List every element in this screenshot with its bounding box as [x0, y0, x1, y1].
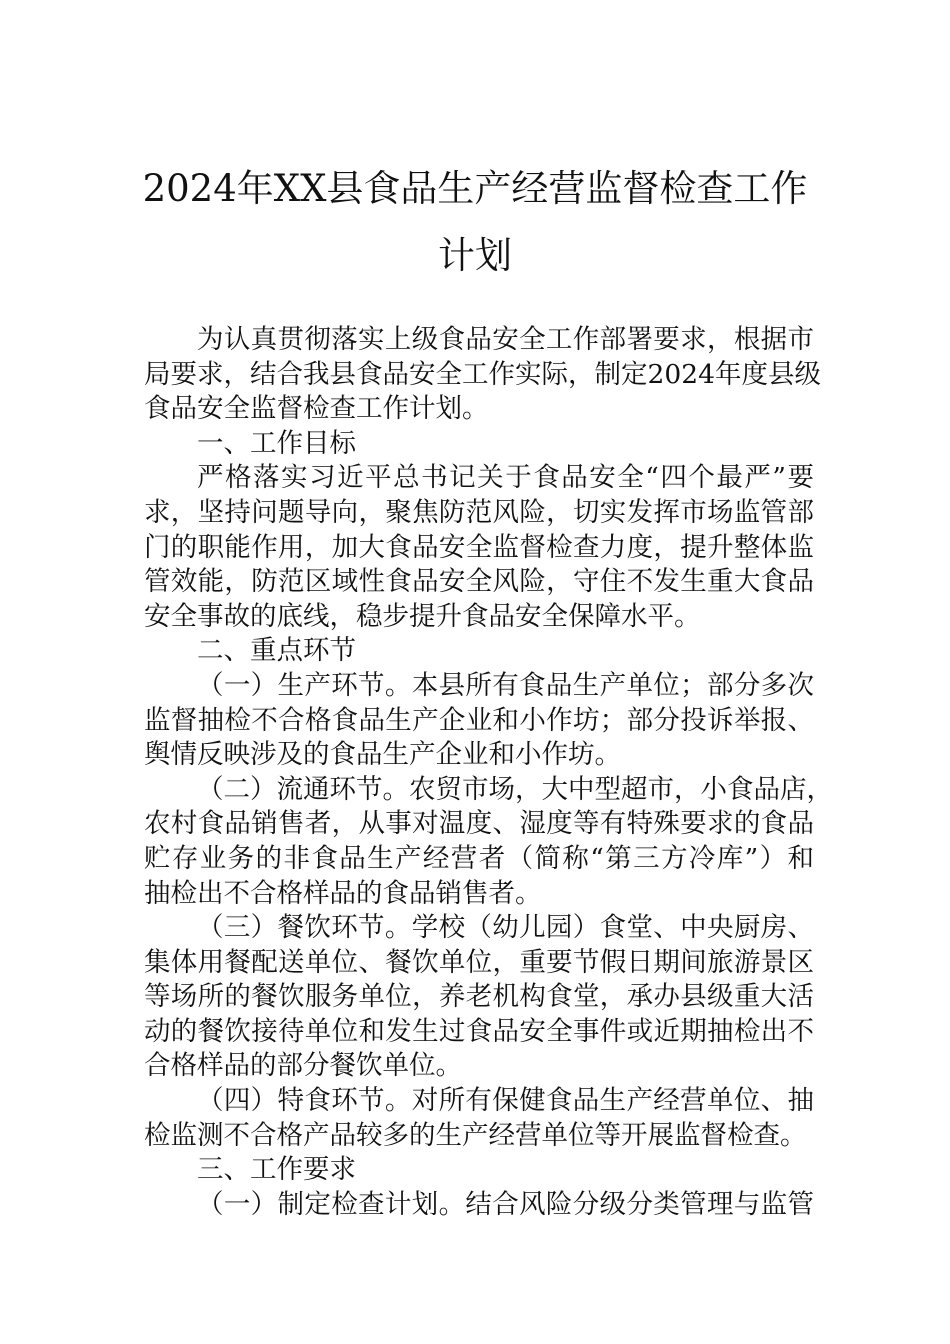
body-text-line: 局要求，结合我县食品安全工作实际，制定2024年度县级 [144, 358, 821, 390]
body-text-line: 贮存业务的非食品生产经营者（简称“第三方冷库”）和 [144, 842, 814, 874]
body-text-line: 检监测不合格产品较多的生产经营单位等开展监督检查。 [144, 1119, 807, 1151]
document-title-line-2: 计划 [438, 234, 512, 277]
body-text-line: 三、工作要求 [197, 1154, 356, 1186]
body-text-line: 监督抽检不合格食品生产企业和小作坊；部分投诉举报、 [144, 704, 814, 736]
body-text-line: 舆情反映涉及的食品生产企业和小作坊。 [144, 739, 621, 771]
document-title-line-1: 2024年XX县食品生产经营监督检查工作 [142, 167, 808, 210]
body-text-line: 食品安全监督检查工作计划。 [144, 393, 489, 425]
body-text-line: 等场所的餐饮服务单位，养老机构食堂，承办县级重大活 [144, 981, 814, 1013]
document-body [144, 323, 833, 1222]
body-text-line: 严格落实习近平总书记关于食品安全“四个最严”要 [197, 462, 814, 494]
body-text-line: 管效能，防范区域性食品安全风险，守住不发生重大食品 [144, 566, 814, 598]
body-text-line: 二、重点环节 [197, 635, 356, 667]
body-text-line: 合格样品的部分餐饮单位。 [144, 1050, 462, 1082]
body-text-line: 求，坚持问题导向，聚焦防范风险，切实发挥市场监管部 [144, 496, 814, 528]
body-text-line: 集体用餐配送单位、餐饮单位，重要节假日期间旅游景区 [144, 946, 814, 978]
body-text-line: （一）制定检查计划。结合风险分级分类管理与监管 [197, 1188, 814, 1220]
body-text-line: 为认真贯彻落实上级食品安全工作部署要求，根据市 [197, 324, 814, 355]
body-text-line: 门的职能作用，加大食品安全监督检查力度，提升整体监 [144, 531, 814, 563]
body-text-line: （四）特食环节。对所有保健食品生产经营单位、抽 [197, 1085, 814, 1117]
body-text-line: （三）餐饮环节。学校（幼儿园）食堂、中央厨房、 [197, 912, 814, 944]
body-text-line: 抽检出不合格样品的食品销售者。 [144, 877, 542, 909]
body-text-line: 农村食品销售者，从事对温度、湿度等有特殊要求的食品 [144, 808, 814, 840]
body-text-line: 安全事故的底线，稳步提升食品安全保障水平。 [144, 600, 701, 632]
body-text-line: 动的餐饮接待单位和发生过食品安全事件或近期抽检出不 [144, 1015, 814, 1047]
body-text-line: （二）流通环节。农贸市场，大中型超市，小食品店， [197, 773, 833, 805]
body-text-line: （一）生产环节。本县所有食品生产单位；部分多次 [197, 669, 814, 701]
body-text-line: 一、工作目标 [197, 427, 356, 459]
